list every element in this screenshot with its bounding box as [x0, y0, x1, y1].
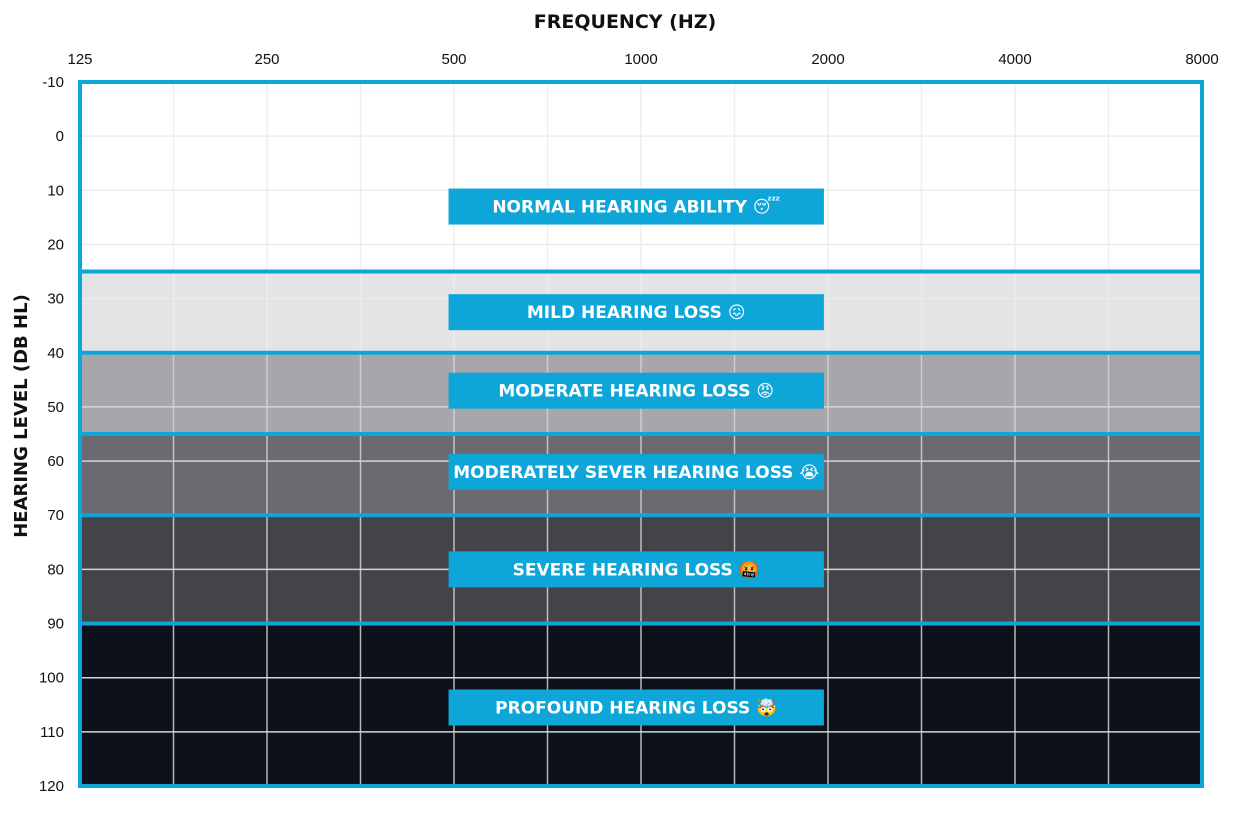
band-label: Severe hearing loss 🤬: [512, 560, 760, 581]
y-tick-label: 120: [38, 778, 64, 795]
x-axis-ticks: [67, 51, 1218, 68]
y-tick-label: 40: [47, 344, 64, 362]
x-tick-label: 4000: [998, 51, 1032, 68]
band-label: Moderately sever hearing loss 😭: [453, 462, 820, 483]
y-tick-label: 100: [38, 669, 64, 687]
y-tick-label: 70: [47, 507, 64, 525]
x-tick-label: 2000: [811, 51, 845, 68]
y-axis-ticks: [39, 74, 64, 795]
band-label: Normal hearing ability 😴: [492, 197, 781, 218]
y-tick-label: -10: [42, 74, 64, 91]
y-tick-label: 80: [47, 561, 64, 579]
band-label: Profound hearing loss 🤯: [495, 698, 778, 719]
y-tick-label: 10: [47, 182, 64, 200]
x-tick-label: 500: [441, 51, 467, 68]
band-label: Mild hearing loss 😖: [526, 303, 746, 324]
x-tick-label: 1000: [624, 51, 658, 68]
x-tick-label: 125: [67, 51, 93, 68]
y-tick-label: 90: [47, 615, 64, 633]
x-axis-title: Frequency (Hz): [533, 11, 717, 33]
y-tick-label: 60: [47, 453, 64, 471]
x-tick-label: 250: [254, 51, 280, 68]
y-axis-title: Hearing Level (dB HL): [11, 294, 32, 538]
y-tick-label: 50: [47, 398, 64, 416]
y-tick-label: 110: [40, 723, 64, 741]
y-tick-label: 20: [47, 236, 64, 254]
y-tick-label: 0: [55, 128, 64, 146]
y-tick-label: 30: [47, 290, 64, 308]
band-label: Moderate hearing loss 😡: [498, 381, 775, 402]
x-tick-label: 8000: [1185, 51, 1219, 68]
